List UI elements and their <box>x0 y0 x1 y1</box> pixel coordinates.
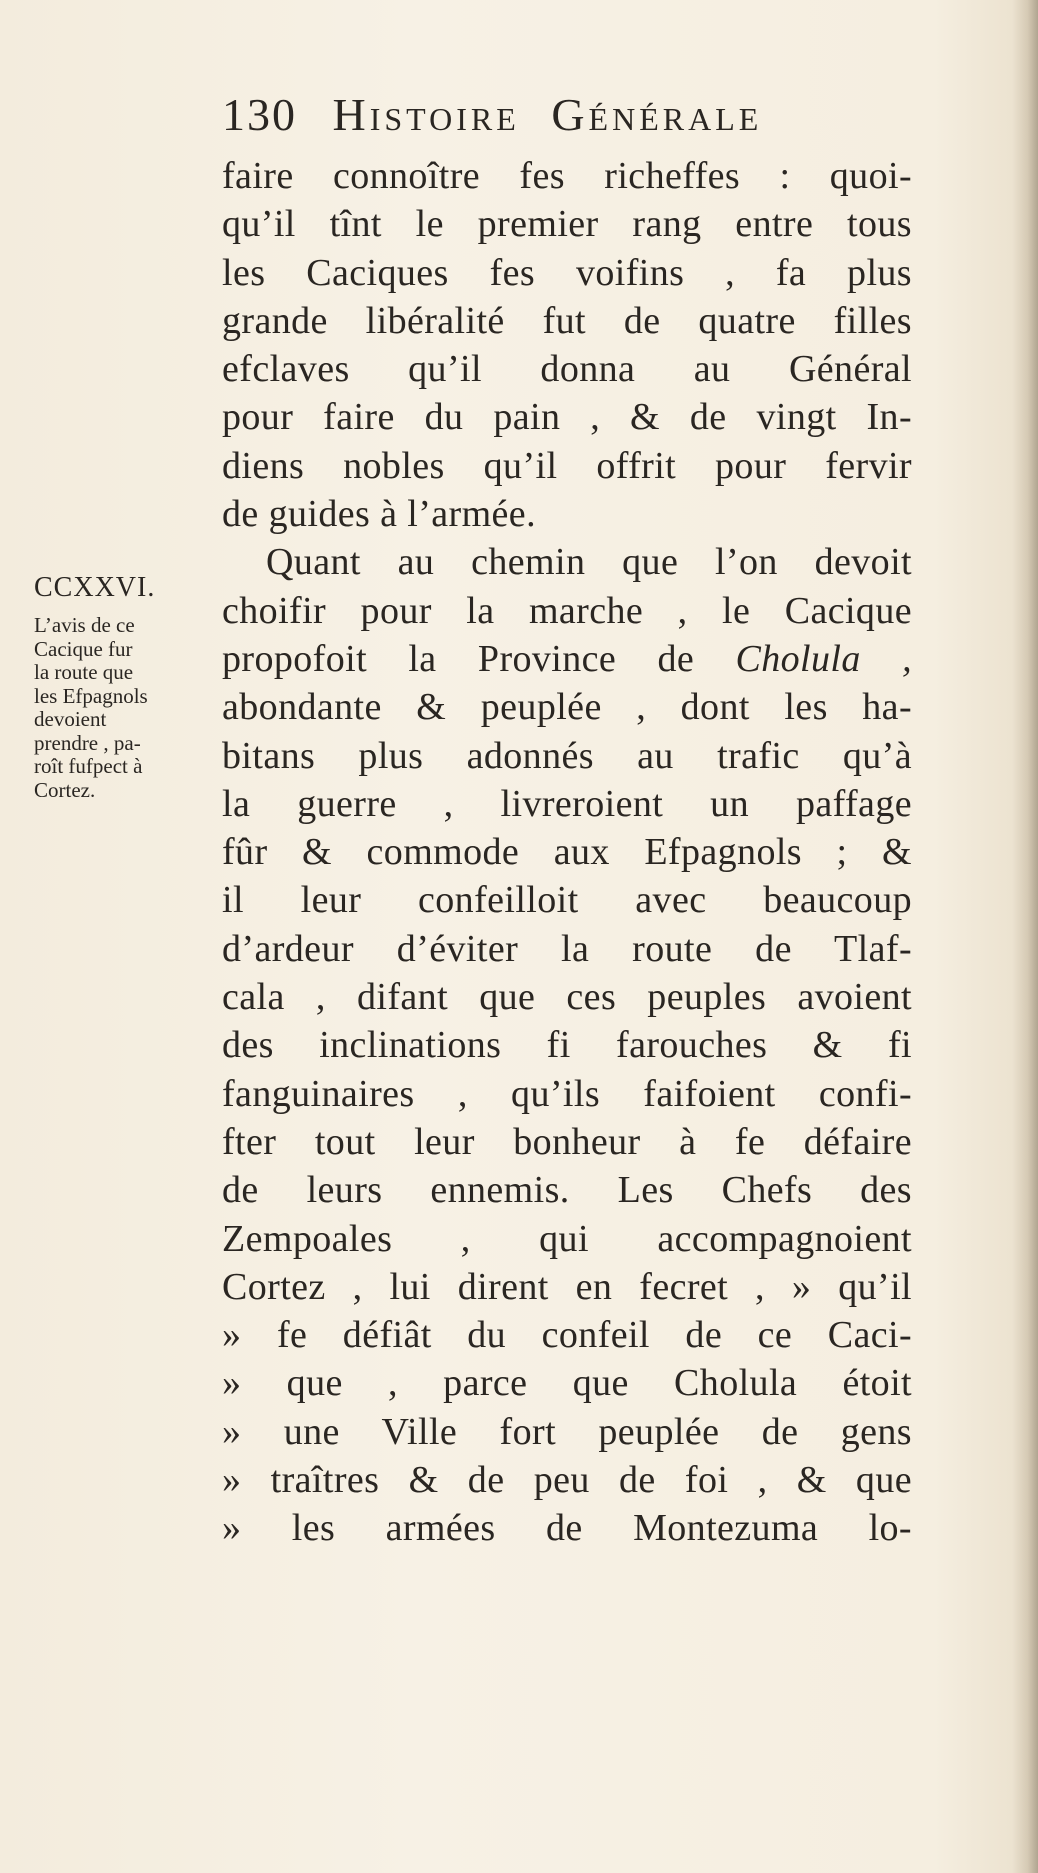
text-line-start: propofoit la Province de <box>222 637 736 680</box>
margin-note-line: les Efpagnols <box>34 683 148 708</box>
margin-note-number: CCXXVI. <box>34 572 156 603</box>
text-line: fanguinaires , qu’ils faifoient confi- <box>222 1072 912 1115</box>
text-line: abondante & peuplée , dont les ha- <box>222 686 912 729</box>
text-line: d’ardeur d’éviter la route de Tlaf- <box>222 927 912 970</box>
text-line: grande libéralité fut de quatre filles <box>222 299 912 342</box>
text-line: pour faire du pain , & de vingt In- <box>222 396 912 439</box>
text-line-with-place-name <box>222 635 912 683</box>
text-line: Zempoales , qui accompagnoient <box>222 1217 912 1260</box>
running-header <box>222 88 762 141</box>
text-line: faire connoître fes richeffes : quoi- <box>222 155 912 197</box>
margin-note-line: devoient <box>34 707 107 731</box>
margin-note-line: Cortez. <box>34 777 96 802</box>
text-line: fûr & commode aux Efpagnols ; & <box>222 831 912 874</box>
margin-note-line: L’avis de ce <box>34 613 135 637</box>
place-name-italic: Cholula , <box>735 637 913 680</box>
text-line: diens nobles qu’il offrit pour fervir <box>222 444 912 487</box>
text-line: bitans plus adonnés au trafic qu’à <box>222 734 912 777</box>
text-line: » les armées de Montezuma lo- <box>222 1507 912 1550</box>
text-line: choifir pour la marche , le Cacique <box>222 589 912 632</box>
text-line: des inclinations fi farouches & fi <box>222 1024 912 1067</box>
margin-note-line: prendre , pa- <box>34 730 141 755</box>
text-line: » traîtres & de peu de foi , & que <box>222 1459 912 1502</box>
text-line: Cortez , lui dirent en fecret , » qu’il <box>222 1265 912 1308</box>
margin-note-line: Cacique fur <box>34 636 133 661</box>
text-line: de guides à l’armée. <box>222 493 536 536</box>
text-line: » une Ville fort peuplée de gens <box>222 1410 912 1453</box>
text-line: cala , difant que ces peuples avoient <box>222 976 912 1019</box>
running-title-first-word: Histoire <box>332 89 520 140</box>
margin-note-line: roît fufpect à <box>34 754 143 778</box>
body-text <box>222 152 912 1553</box>
margin-note <box>34 572 214 802</box>
text-line: efclaves qu’il donna au Général <box>222 348 912 391</box>
text-line: il leur confeilloit avec beaucoup <box>222 879 912 922</box>
text-line: » que , parce que Cholula étoit <box>222 1362 912 1405</box>
text-line: les Caciques fes voifins , fa plus <box>222 251 912 294</box>
text-line: » fe défiât du confeil de ce Caci- <box>222 1314 912 1357</box>
text-line: de leurs ennemis. Les Chefs des <box>222 1169 912 1212</box>
running-title-second-word: Générale <box>551 89 763 140</box>
paragraph-start-line: Quant au chemin que l’on devoit <box>266 541 912 584</box>
page-number: 130 <box>222 89 297 140</box>
text-line: qu’il tînt le premier rang entre tous <box>222 203 912 246</box>
text-line: la guerre , livreroient un paffage <box>222 782 912 825</box>
margin-note-line: la route que <box>34 660 134 684</box>
text-line: fter tout leur bonheur à fe défaire <box>222 1120 912 1163</box>
page-edge-shadow <box>1012 0 1038 1873</box>
